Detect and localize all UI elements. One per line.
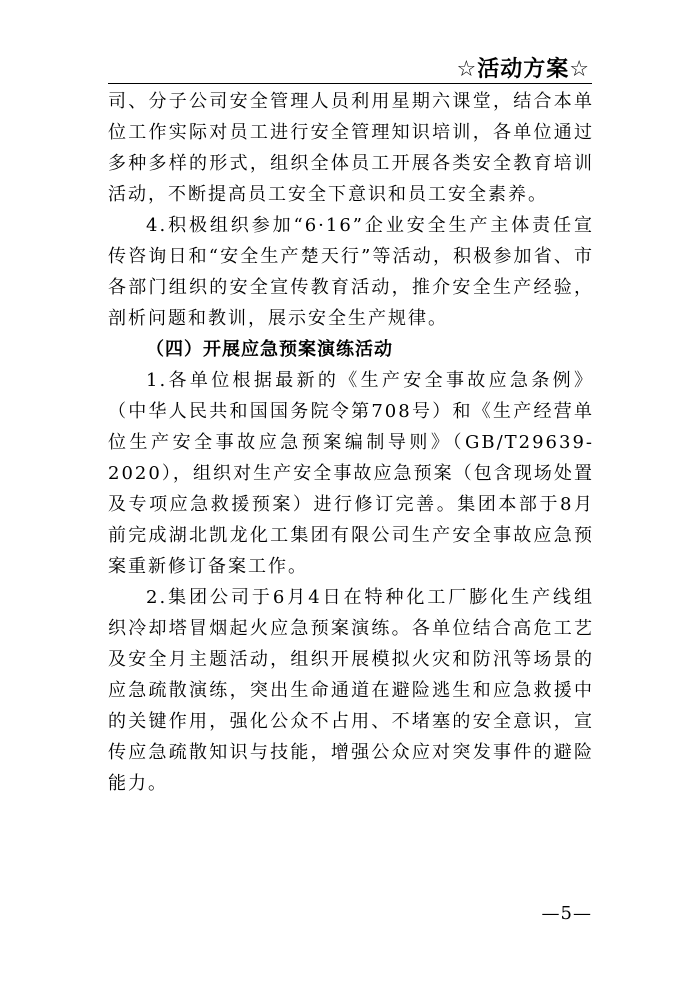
header-title: ☆活动方案☆ [456,57,590,82]
paragraph-item-2: 2.集团公司于6月4日在特种化工厂膨化生产线组织冷却塔冒烟起火应急预案演练。各单位结合高危工艺及安全月主题活动，组织开展模拟火灾和防汛等场景的应急疏散演练，突出生命通道在避险逃生和应急救援中的关键作用，强化公众不占用、不堵塞的安全意识，宣传应急疏散知识与技能，增强公众应对突发事件的避险能力。 [108,587,594,794]
document-body [108,86,594,799]
paragraph-item-1: 1.各单位根据最新的《生产安全事故应急条例》（中华人民共和国国务院令第708号）和《生产经营单位生产安全事故应急预案编制导则》（GB/T29639-2020），组织对生产安全事故应急预案（包含现场处置及专项应急救援预案）进行修订完善。集团本部于8月前完成湖北凯龙化工集团有限公司生产安全事故应急预案重新修订备案工作。 [108,370,594,577]
header-divider [108,83,592,84]
paragraph-item-4: 4.积极组织参加“6·16”企业安全生产主体责任宣传咨询日和“安全生产楚天行”等活动，积极参加省、市各部门组织的安全宣传教育活动，推介安全生产经验，剖析问题和教训，展示安全生产规律。 [108,215,594,329]
page-number: —5— [541,903,592,924]
section-heading-4: （四）开展应急预案演练活动 [146,339,393,360]
paragraph-continuation: 司、分子公司安全管理人员利用星期六课堂，结合本单位工作实际对员工进行安全管理知识培训，各单位通过多种多样的形式，组织全体员工开展各类安全教育培训活动，不断提高员工安全下意识和员工安全素养。 [108,91,594,205]
